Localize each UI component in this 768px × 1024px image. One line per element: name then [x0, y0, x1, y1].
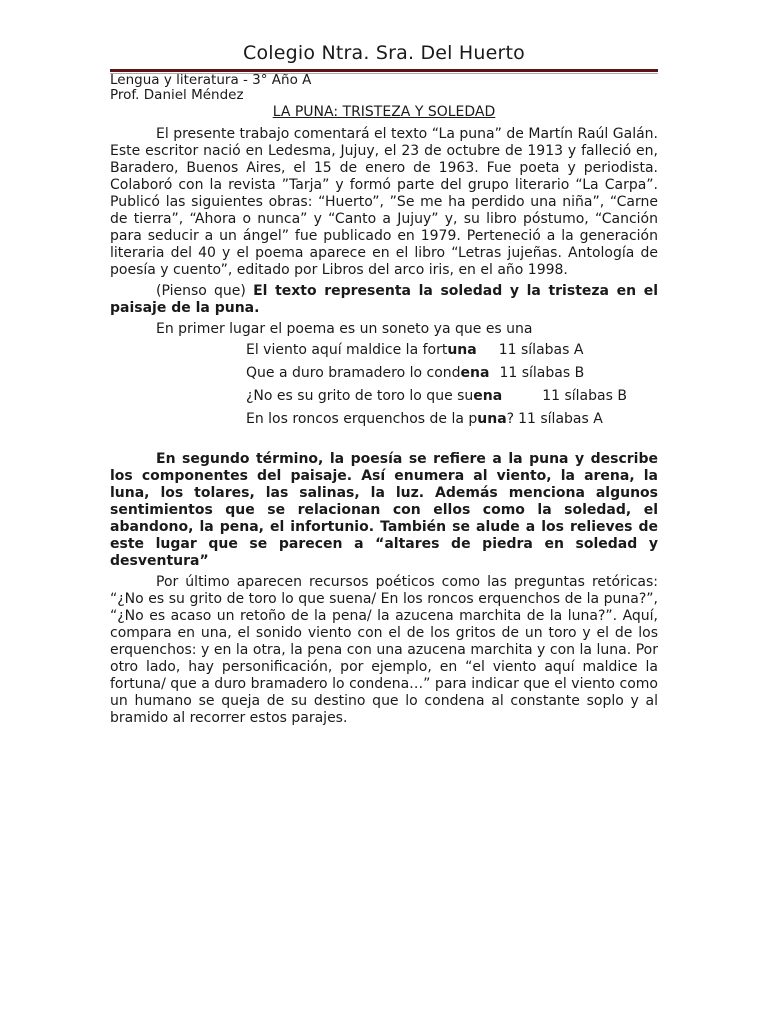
spacer: [110, 437, 658, 451]
syllable-count: 11 sílabas A: [518, 411, 603, 427]
subject-line: Lengua y literatura - 3° Año A: [110, 72, 312, 88]
verse-rhyme: una: [477, 411, 507, 427]
verse-line: [246, 411, 658, 427]
verse-line: [246, 388, 658, 404]
document-title: LA PUNA: TRISTEZA Y SOLEDAD: [272, 104, 496, 120]
resources-paragraph: Por último aparecen recursos poéticos como las preguntas retóricas: “¿No es su grito de toro lo que suena/ En los roncos erquenchos de la puna?”, “¿No es acaso un retoño de la pena/ la azucena marchita de la luna?”. Aquí, compara en una, el sonido viento con el de los gritos de un toro y el de los erquenchos: y en la otra, la pena con una azucena marchita y con la luna. Por otro lado, hay personificación, por ejemplo, en “el viento aquí maldice la fortuna/ que a duro bramadero lo condena…” para indicar que el viento como un humano se queja de su destino que lo condena al constante soplo y al bramido al recorrer estos parajes.: [110, 574, 658, 726]
landscape-paragraph: En segundo término, la poesía se refiere a la puna y describe los componentes del paisaje. Así enumera al viento, la arena, la luna, los tolares, las salinas, la luz. Además menciona algunos sentimientos que se relacionan con ellos como la soledad, el abandono, la pena, el infortunio. También se alude a los relieves de este lugar que se parecen a “altares de piedra en soledad y desventura”: [110, 451, 658, 569]
verse-text: Que a duro bramadero lo cond: [246, 365, 461, 381]
syllable-count: 11 sílabas B: [542, 388, 627, 404]
verse-rhyme: ena: [460, 365, 490, 381]
verse-block: [110, 342, 658, 427]
school-title: Colegio Ntra. Sra. Del Huerto: [243, 42, 525, 64]
verse-rhyme: ena: [473, 388, 503, 404]
thesis-paragraph: [110, 283, 658, 317]
verse-text: El viento aquí maldice la fort: [246, 342, 448, 358]
verse-line: [246, 365, 658, 381]
document-body: [110, 126, 658, 731]
intro-paragraph: El presente trabajo comentará el texto “La puna” de Martín Raúl Galán. Este escritor nació en Ledesma, Jujuy, el 23 de octubre de 1913 y falleció en, Baradero, Buenos Aires, el 15 de enero de 1963. Fue poeta y periodista. Colaboró con la revista ”Tarja” y formó parte del grupo literario “La Carpa”. Publicó las siguientes obras: “Huerto”, ”Se me ha perdido una niña”, “Carne de tierra”, “Ahora o nunca” y “Canto a Jujuy” y, su libro póstumo, “Canción para seducir a un ángel” fue publicado en 1979. Perteneció a la generación literaria del 40 y el poema aparece en el libro “Letras jujeñas. Antología de poesía y cuento”, editado por Libros del arco iris, en el año 1998.: [110, 126, 658, 278]
verse-line: [246, 342, 658, 358]
verse-text: ¿No es su grito de toro lo que su: [246, 388, 474, 404]
syllable-count: 11 sílabas B: [499, 365, 585, 381]
syllable-count: 11 sílabas A: [498, 342, 584, 358]
verse-text: En los roncos erquenchos de la p: [246, 411, 478, 427]
thesis-statement: El texto representa la soledad y la tristeza en el paisaje de la puna.: [110, 283, 658, 316]
sonnet-paragraph: En primer lugar el poema es un soneto ya que es una: [156, 321, 533, 337]
teacher-line: Prof. Daniel Méndez: [110, 87, 244, 103]
header-meta: [110, 73, 311, 103]
verse-punctuation: ?: [506, 411, 515, 427]
verse-rhyme: una: [447, 342, 477, 358]
thesis-prefix: (Pienso que): [156, 283, 254, 299]
